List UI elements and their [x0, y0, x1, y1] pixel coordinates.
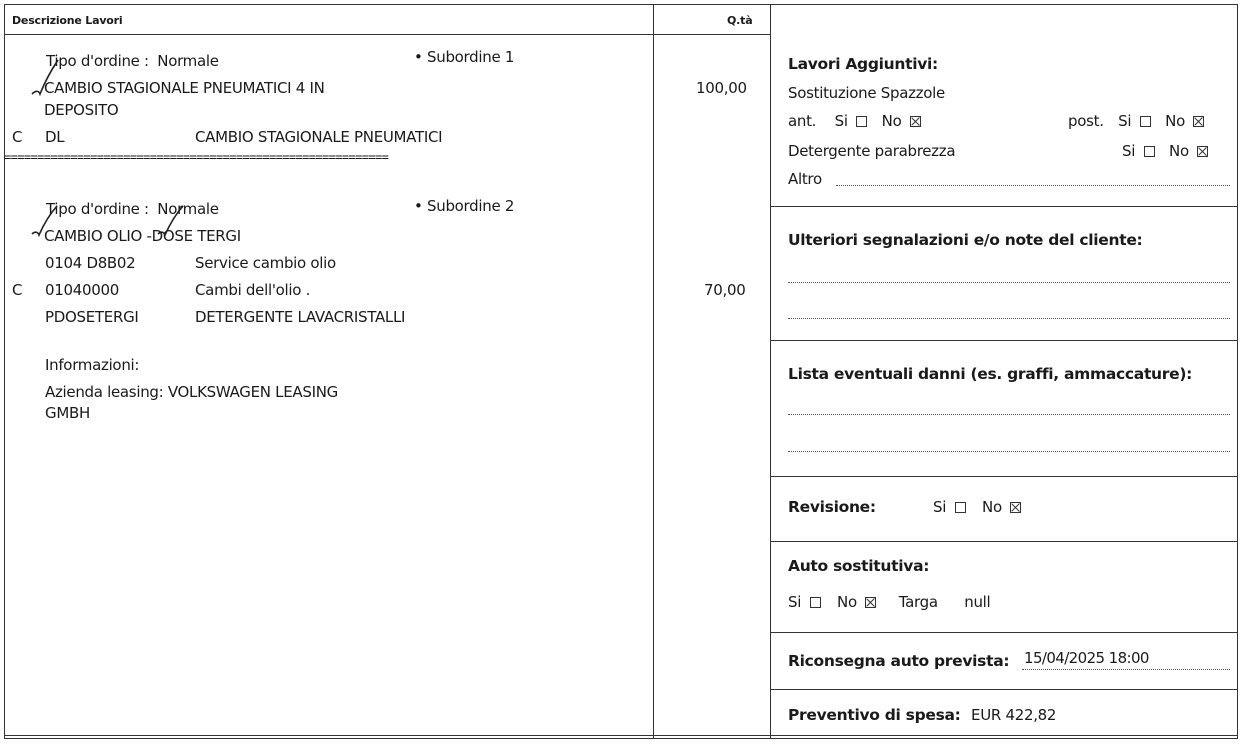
order1-row-prefix: C [12, 128, 23, 146]
ulteriori-line1[interactable] [788, 282, 1230, 283]
post-si-label: Si [1118, 112, 1132, 130]
section-divider [770, 632, 1238, 633]
order1-row-code: DL [45, 128, 65, 146]
section-divider [770, 206, 1238, 207]
order2-row2-prefix: C [12, 281, 23, 299]
altro-field[interactable] [836, 185, 1230, 186]
order2-type [46, 200, 219, 218]
targa-value: null [964, 593, 991, 611]
order1-type [46, 52, 219, 70]
check-mark-icon [30, 58, 60, 98]
auto-no-label: No [837, 593, 857, 611]
preventivo-label: Preventivo di spesa: [788, 706, 961, 724]
description-column-header: Descrizione Lavori [12, 14, 123, 27]
riconsegna-label: Riconsegna auto prevista: [788, 652, 1010, 670]
revisione-no-checkbox[interactable] [1010, 502, 1021, 513]
detergente-si-checkbox[interactable] [1144, 146, 1155, 157]
qty-column-header: Q.tà [727, 14, 753, 27]
order2-row1-desc: Service cambio olio [195, 254, 336, 272]
check-mark-icon [156, 204, 186, 240]
ant-no-checkbox[interactable] [910, 116, 921, 127]
info-label: Informazioni: [45, 356, 140, 374]
detergente-no-checkbox[interactable] [1197, 146, 1208, 157]
spazzole-ant-row [788, 112, 921, 130]
post-no-checkbox[interactable] [1193, 116, 1204, 127]
leasing-line2: GMBH [45, 404, 90, 422]
lavori-title: Lavori Aggiuntivi: [788, 55, 938, 73]
order2-row3-desc: DETERGENTE LAVACRISTALLI [195, 308, 406, 326]
ulteriori-line2[interactable] [788, 318, 1230, 319]
ant-si-checkbox[interactable] [856, 116, 867, 127]
auto-options [788, 593, 990, 611]
revisione-no-label: No [982, 498, 1002, 516]
section-divider [770, 340, 1238, 341]
order2-row2-desc: Cambi dell'olio . [195, 281, 311, 299]
order1-type-label: Tipo d'ordine : [46, 52, 149, 70]
leasing-line1: Azienda leasing: VOLKSWAGEN LEASING [45, 383, 338, 401]
section-divider [770, 476, 1238, 477]
order2-subordine: • Subordine 2 [414, 197, 515, 215]
bottom-divider [4, 735, 1238, 736]
order2-row2-code: 01040000 [45, 281, 119, 299]
post-no-label: No [1165, 112, 1185, 130]
section-divider [770, 541, 1238, 542]
spazzole-post-row [1068, 112, 1204, 130]
auto-title: Auto sostitutiva: [788, 557, 930, 575]
order1-subordine: • Subordine 1 [414, 48, 515, 66]
targa-label: Targa [898, 593, 938, 611]
riconsegna-field-line [1022, 669, 1230, 670]
ant-no-label: No [881, 112, 902, 130]
order1-type-value: Normale [157, 52, 219, 70]
revisione-label: Revisione: [788, 498, 876, 516]
revisione-si-label: Si [933, 498, 947, 516]
danni-title: Lista eventuali danni (es. graffi, ammaccature): [788, 365, 1193, 383]
detergente-options [1122, 142, 1208, 160]
detergente-si-label: Si [1122, 142, 1136, 160]
order2-row2-qty: 70,00 [704, 281, 746, 299]
ant-si-label: Si [834, 112, 848, 130]
revisione-options [933, 498, 1021, 516]
order2-type-label: Tipo d'ordine : [46, 200, 149, 218]
post-si-checkbox[interactable] [1140, 116, 1151, 127]
detergente-label: Detergente parabrezza [788, 142, 956, 160]
detergente-no-label: No [1169, 142, 1189, 160]
order1-title-line2: DEPOSITO [44, 101, 119, 119]
riconsegna-value[interactable]: 15/04/2025 18:00 [1024, 649, 1149, 667]
order1-qty: 100,00 [696, 79, 747, 97]
qty-column-divider [653, 4, 654, 739]
ant-label: ant. [788, 112, 817, 130]
preventivo-row [788, 706, 1056, 724]
order-separator: ========================================================== [4, 150, 389, 164]
revisione-si-checkbox[interactable] [955, 502, 966, 513]
auto-si-checkbox[interactable] [810, 597, 821, 608]
order2-title: CAMBIO OLIO -DOSE TERGI [44, 227, 241, 245]
order2-row3-code: PDOSETERGI [45, 308, 139, 326]
order2-row1-code: 0104 D8B02 [45, 254, 136, 272]
danni-line2[interactable] [788, 451, 1230, 452]
post-label: post. [1068, 112, 1104, 130]
preventivo-value: EUR 422,82 [971, 706, 1057, 724]
order1-title-line1: CAMBIO STAGIONALE PNEUMATICI 4 IN [44, 79, 325, 97]
order1-row-desc: CAMBIO STAGIONALE PNEUMATICI [195, 128, 443, 146]
header-divider [4, 34, 770, 35]
altro-label: Altro [788, 170, 822, 188]
spazzole-label: Sostituzione Spazzole [788, 84, 945, 102]
danni-line1[interactable] [788, 414, 1230, 415]
order2-type-value: Normale [157, 200, 219, 218]
check-mark-icon [30, 204, 60, 240]
section-divider [770, 689, 1238, 690]
right-panel-divider [770, 4, 771, 739]
auto-no-checkbox[interactable] [865, 597, 876, 608]
auto-si-label: Si [788, 593, 802, 611]
ulteriori-title: Ulteriori segnalazioni e/o note del cliente: [788, 231, 1143, 249]
